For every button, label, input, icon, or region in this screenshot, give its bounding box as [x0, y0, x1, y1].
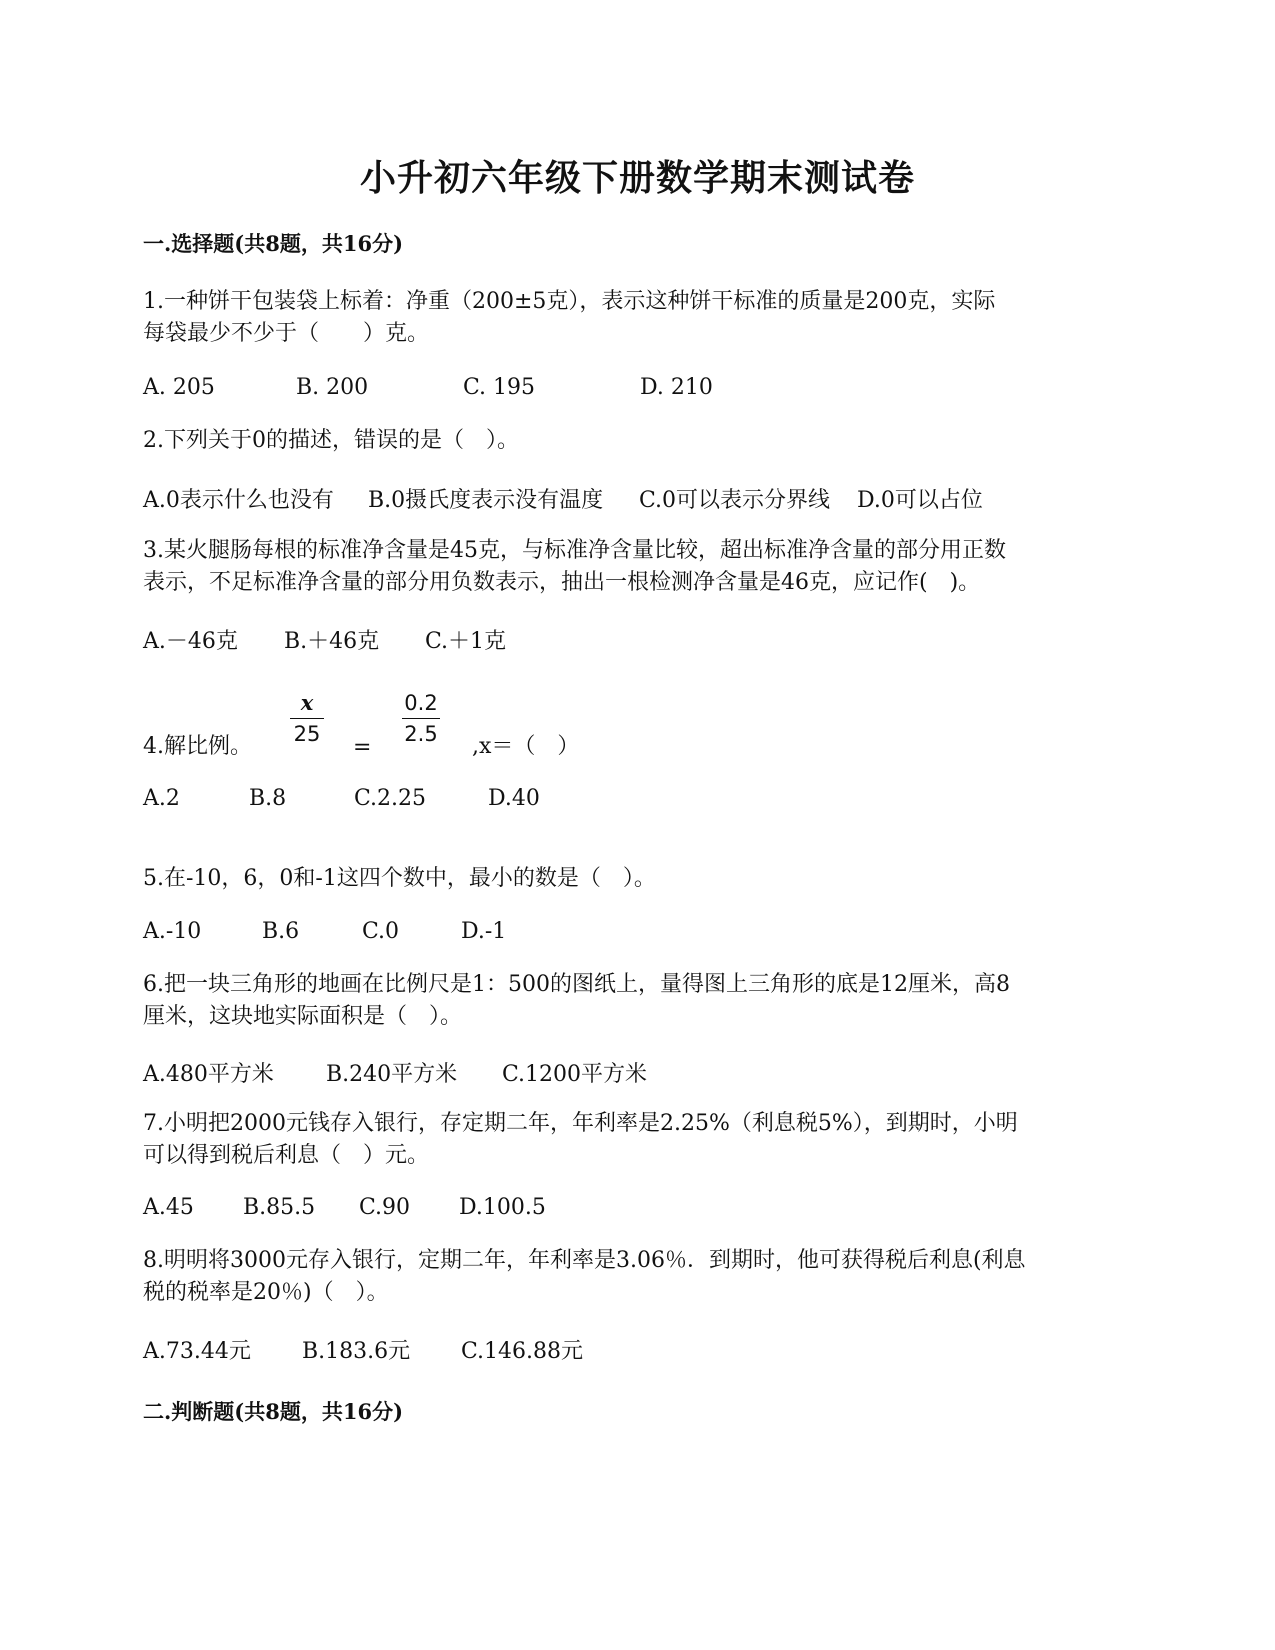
question-6-line-1: 6.把一块三角形的地画在比例尺是1：500的图纸上，量得图上三角形的底是12厘米，高8 [143, 972, 1010, 997]
question-6-line-2: 厘米，这块地实际面积是（ ）。 [143, 1004, 463, 1029]
question-1 [143, 286, 995, 350]
fraction-1-numerator: x [300, 690, 314, 715]
question-3 [143, 535, 1006, 599]
question-1-line-2: 每袋最少不少于（ ）克。 [143, 321, 430, 346]
question-1-option-b: B. 200 [296, 375, 369, 400]
question-7 [143, 1108, 1018, 1172]
question-8-line-2: 税的税率是20％)（ ）。 [143, 1280, 389, 1305]
question-6-option-a: A.480平方米 [143, 1062, 274, 1087]
question-6 [143, 969, 1010, 1033]
question-5-option-c: C.0 [362, 919, 400, 944]
fraction-0.2-over-2.5 [402, 690, 440, 747]
question-7-option-a: A.45 [143, 1195, 194, 1220]
question-2-option-b: B.0摄氏度表示没有温度 [368, 488, 604, 513]
question-5-line-1: 5.在-10，6，0和-1这四个数中，最小的数是（ ）。 [143, 866, 656, 891]
question-5-option-d: D.-1 [461, 919, 507, 944]
question-4-equals: = [353, 735, 372, 760]
question-2 [143, 425, 519, 457]
question-1-option-a: A. 205 [143, 375, 215, 400]
question-2-option-c: C.0可以表示分界线 [639, 488, 831, 513]
question-4-option-d: D.40 [488, 786, 540, 811]
question-4-option-b: B.8 [249, 786, 287, 811]
question-1-line-1: 1.一种饼干包装袋上标着：净重（200±5克），表示这种饼干标准的质量是200克，实际 [143, 289, 996, 314]
fraction-2-denominator: 2.5 [404, 722, 438, 746]
fraction-x-over-25 [290, 690, 324, 747]
fraction-1-bar [290, 718, 324, 719]
question-4-prefix: 4.解比例。 [143, 734, 252, 759]
fraction-2-numerator: 0.2 [404, 691, 438, 715]
question-3-line-2: 表示，不足标准净含量的部分用负数表示，抽出一根检测净含量是46克，应记作( )。 [143, 570, 981, 595]
question-3-line-1: 3.某火腿肠每根的标准净含量是45克，与标准净含量比较，超出标准净含量的部分用正数 [143, 538, 1006, 563]
question-8-option-b: B.183.6元 [302, 1339, 411, 1364]
question-2-option-d: D.0可以占位 [857, 488, 983, 513]
question-5-option-a: A.-10 [143, 919, 202, 944]
question-4-suffix: ,x＝（ ） [472, 734, 580, 759]
question-8 [143, 1245, 1026, 1309]
question-7-option-b: B.85.5 [243, 1195, 316, 1220]
question-1-option-c: C. 195 [463, 375, 536, 400]
question-8-line-1: 8.明明将3000元存入银行，定期二年，年利率是3.06％．到期时，他可获得税后利息(利息 [143, 1248, 1026, 1273]
question-2-option-a: A.0表示什么也没有 [143, 488, 334, 513]
question-4-option-c: C.2.25 [354, 786, 427, 811]
question-3-option-b: B.＋46克 [284, 629, 380, 654]
question-7-option-d: D.100.5 [459, 1195, 546, 1220]
fraction-1-denominator: 25 [293, 722, 321, 746]
section-heading-judgement: 二.判断题(共8题，共16分) [143, 1399, 404, 1424]
question-8-option-c: C.146.88元 [461, 1339, 584, 1364]
section-heading-choice: 一.选择题(共8题，共16分) [143, 231, 404, 256]
question-5-option-b: B.6 [262, 919, 300, 944]
question-5 [143, 863, 656, 895]
question-6-option-b: B.240平方米 [326, 1062, 458, 1087]
question-7-line-1: 7.小明把2000元钱存入银行，存定期二年，年利率是2.25%（利息税5%），到期时，小明 [143, 1111, 1018, 1136]
question-3-option-a: A.－46克 [143, 629, 238, 654]
question-3-option-c: C.＋1克 [425, 629, 507, 654]
question-7-line-2: 可以得到税后利息（ ）元。 [143, 1143, 430, 1168]
question-7-option-c: C.90 [359, 1195, 411, 1220]
question-4-option-a: A.2 [143, 786, 180, 811]
question-8-option-a: A.73.44元 [143, 1339, 251, 1364]
fraction-2-bar [402, 718, 440, 719]
question-6-option-c: C.1200平方米 [502, 1062, 648, 1087]
question-2-line-1: 2.下列关于0的描述，错误的是（ ）。 [143, 428, 519, 453]
question-1-option-d: D. 210 [640, 375, 713, 400]
page-title: 小升初六年级下册数学期末测试卷 [359, 157, 915, 199]
